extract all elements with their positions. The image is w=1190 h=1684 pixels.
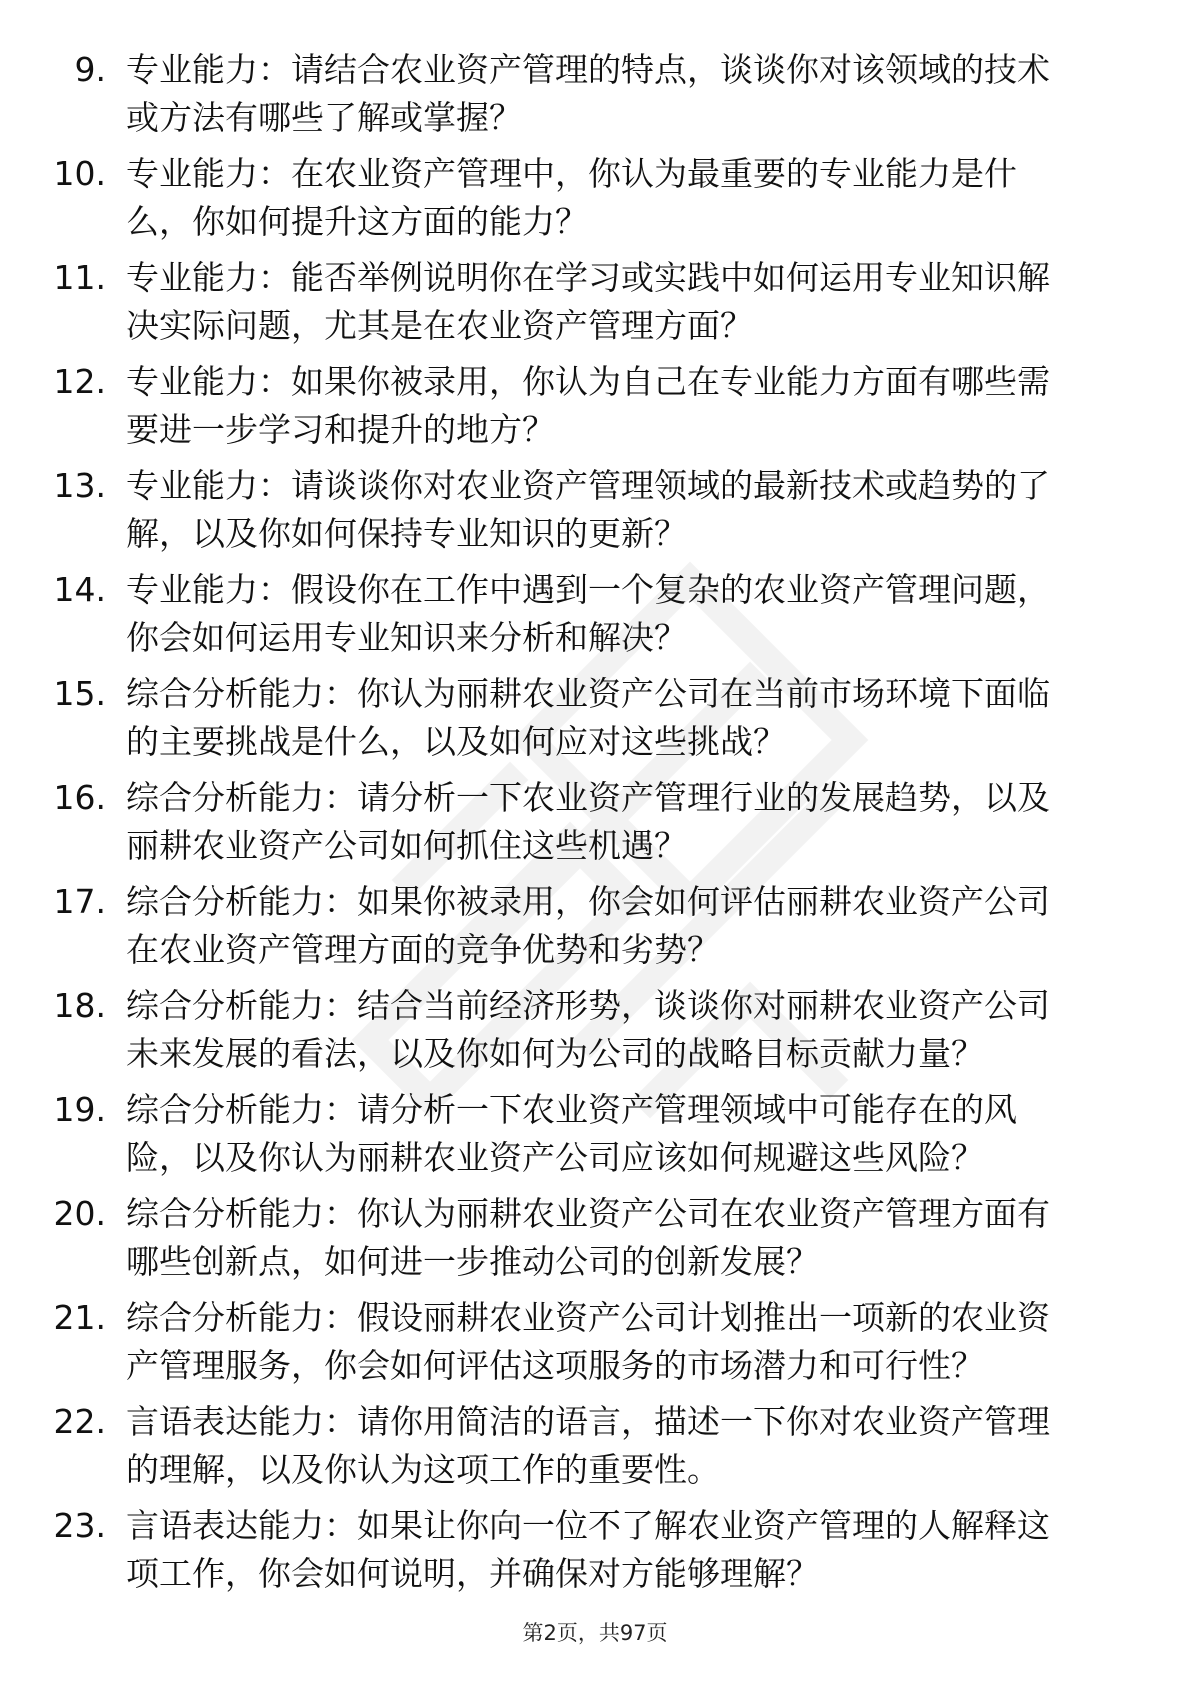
question-text: 综合分析能力：如果你被录用，你会如何评估丽耕农业资产公司 在农业资产管理方面的竞争优势和劣势？ <box>126 882 1050 969</box>
question-item <box>0 358 1190 462</box>
question-item <box>0 1398 1190 1502</box>
question-number: 13. <box>53 466 106 505</box>
question-text: 言语表达能力：如果让你向一位不了解农业资产管理的人解释这 项工作，你会如何说明，并确保对方能够理解？ <box>126 1506 1050 1593</box>
question-item <box>0 150 1190 254</box>
question-number: 10. <box>53 154 106 193</box>
question-item <box>0 878 1190 982</box>
question-text: 言语表达能力：请你用简洁的语言，描述一下你对农业资产管理 的理解，以及你认为这项工作的重要性。 <box>126 1402 1050 1489</box>
question-number: 22. <box>53 1402 106 1441</box>
question-item <box>0 670 1190 774</box>
question-text: 综合分析能力：请分析一下农业资产管理领域中可能存在的风 险，以及你认为丽耕农业资产公司应该如何规避这些风险？ <box>126 1090 1017 1177</box>
question-number: 14. <box>53 570 106 609</box>
question-list <box>0 46 1190 1606</box>
question-text: 综合分析能力：假设丽耕农业资产公司计划推出一项新的农业资 产管理服务，你会如何评估这项服务的市场潜力和可行性？ <box>126 1298 1050 1385</box>
question-item <box>0 1190 1190 1294</box>
question-item <box>0 1086 1190 1190</box>
question-text: 综合分析能力：结合当前经济形势，谈谈你对丽耕农业资产公司 未来发展的看法，以及你如何为公司的战略目标贡献力量？ <box>126 986 1050 1073</box>
page-number-footer: 第2页，共97页 <box>522 1621 668 1645</box>
question-item <box>0 774 1190 878</box>
question-text: 综合分析能力：你认为丽耕农业资产公司在当前市场环境下面临 的主要挑战是什么，以及如何应对这些挑战？ <box>126 674 1050 761</box>
question-item <box>0 254 1190 358</box>
question-text: 专业能力：在农业资产管理中，你认为最重要的专业能力是什 么，你如何提升这方面的能力？ <box>126 154 1017 241</box>
question-item <box>0 1294 1190 1398</box>
question-number: 21. <box>53 1298 106 1337</box>
question-text: 专业能力：请结合农业资产管理的特点，谈谈你对该领域的技术 或方法有哪些了解或掌握？ <box>126 50 1050 137</box>
question-number: 23. <box>53 1506 106 1545</box>
question-text: 专业能力：请谈谈你对农业资产管理领域的最新技术或趋势的了 解，以及你如何保持专业知识的更新？ <box>126 466 1050 553</box>
question-item <box>0 46 1190 150</box>
question-text: 综合分析能力：你认为丽耕农业资产公司在农业资产管理方面有 哪些创新点，如何进一步推动公司的创新发展？ <box>126 1194 1050 1281</box>
question-item <box>0 1502 1190 1606</box>
question-number: 18. <box>53 986 106 1025</box>
question-number: 11. <box>53 258 106 297</box>
question-number: 19. <box>53 1090 106 1129</box>
question-item <box>0 566 1190 670</box>
question-text: 专业能力：如果你被录用，你认为自己在专业能力方面有哪些需 要进一步学习和提升的地方？ <box>126 362 1050 449</box>
question-text: 专业能力：能否举例说明你在学习或实践中如何运用专业知识解 决实际问题，尤其是在农业资产管理方面？ <box>126 258 1050 345</box>
question-text: 综合分析能力：请分析一下农业资产管理行业的发展趋势，以及 丽耕农业资产公司如何抓住这些机遇？ <box>126 778 1050 865</box>
question-number: 15. <box>53 674 106 713</box>
question-number: 9. <box>74 50 106 89</box>
question-number: 16. <box>53 778 106 817</box>
question-number: 12. <box>53 362 106 401</box>
question-number: 17. <box>53 882 106 921</box>
question-item <box>0 982 1190 1086</box>
question-number: 20. <box>53 1194 106 1233</box>
question-text: 专业能力：假设你在工作中遇到一个复杂的农业资产管理问题， 你会如何运用专业知识来分析和解决？ <box>126 570 1050 657</box>
question-item <box>0 462 1190 566</box>
